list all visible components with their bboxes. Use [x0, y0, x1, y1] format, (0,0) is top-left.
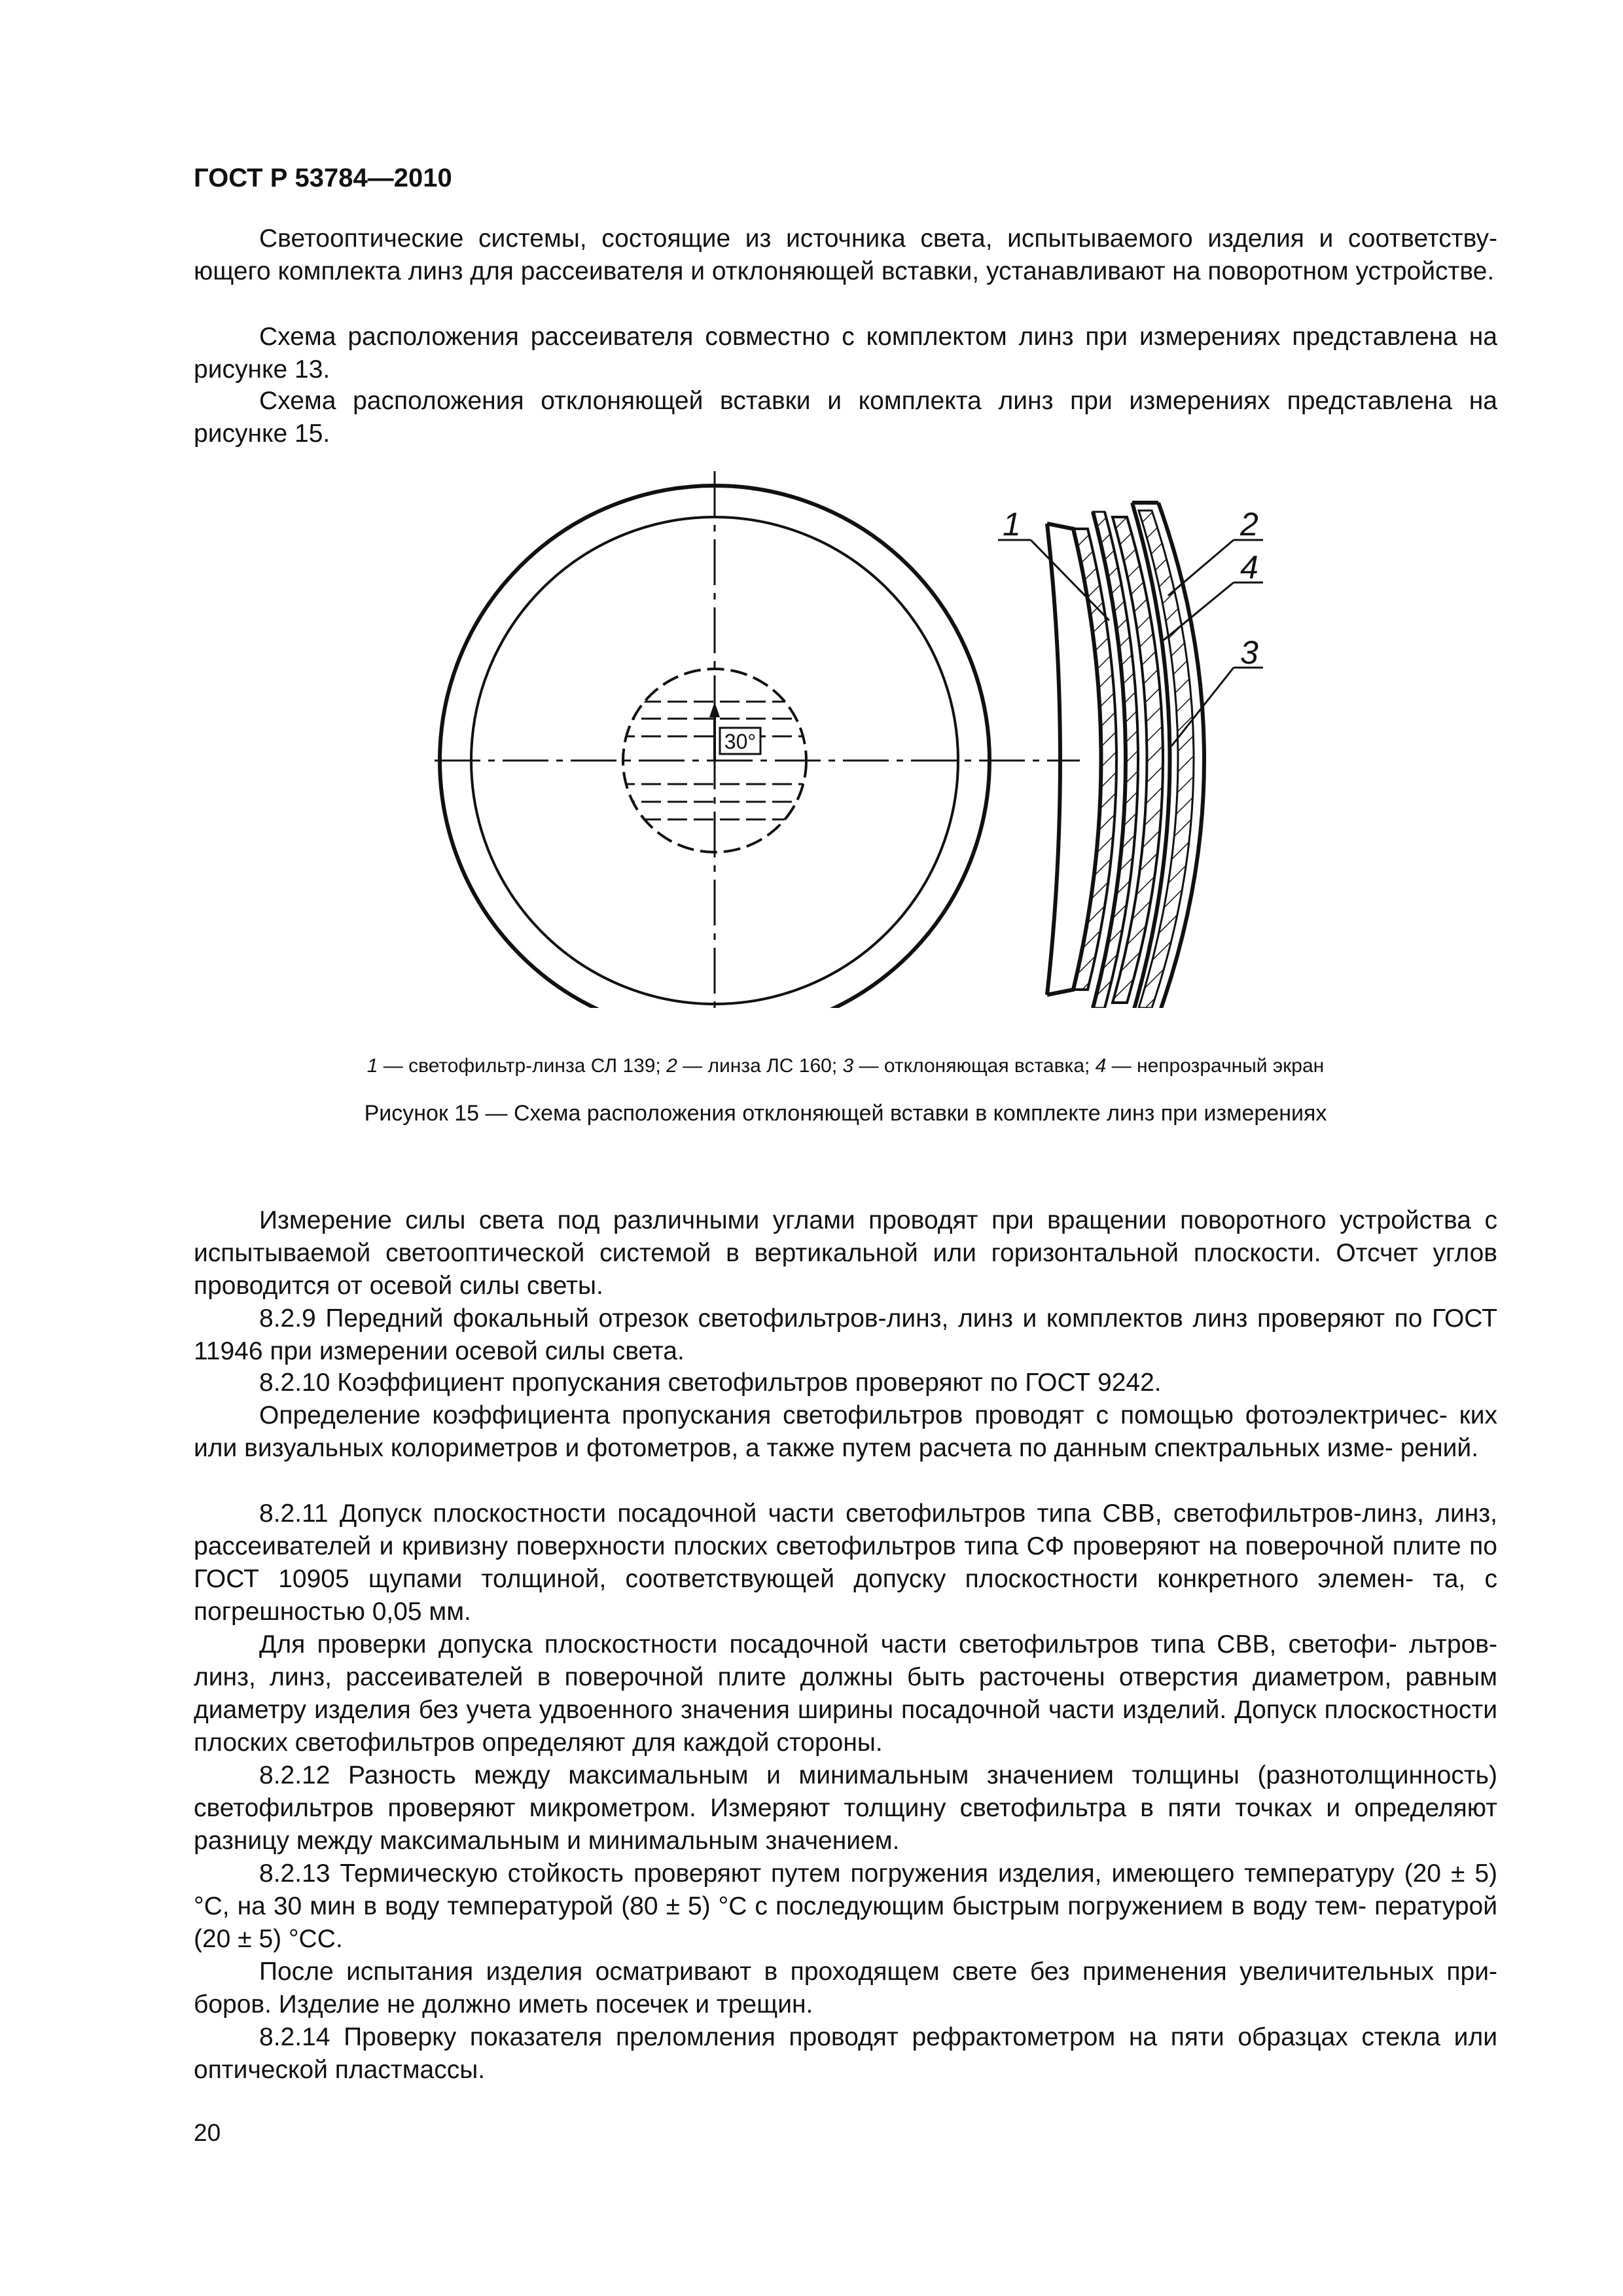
lens-front-view — [435, 471, 1080, 1008]
body-paragraph-4: Определение коэффициента пропускания светофильтров проводят с помощью фотоэлектричес- ких или визуальных колориметров и фотометров, а также путем расчета по данным спектральных изме- рений. — [194, 1401, 1497, 1462]
legend-num-1: 1 — [366, 1055, 378, 1077]
figure-lens-diagram — [419, 471, 1289, 1008]
legend-num-3: 3 — [842, 1055, 854, 1077]
body-paragraph-5: 8.2.11 Допуск плоскостности посадочной части светофильтров типа СВВ, светофильтров-линз, линз, рассеивателей и кривизну поверхности плоских светофильтров типа СФ проверяют на поверочной плите по ГОСТ 10905 щупами толщиной, соответствующей допуску плоскостности конкретного элемен- та, с погрешностью 0,05 мм. — [194, 1499, 1497, 1626]
figure-caption: Рисунок 15 — Схема расположения отклоняющей вставки в комплекте линз при измерениях — [364, 1101, 1327, 1126]
body-paragraph-10: 8.2.14 Проверку показателя преломления проводят рефрактометром на пяти образцах стекла или оптической пластмассы. — [194, 2023, 1497, 2084]
lens-side-view — [1047, 503, 1204, 1008]
body-paragraph-9: После испытания изделия осматривают в проходящем свете без применения увеличительных при- боров. Изделие не должно иметь посечек и трещин. — [194, 1958, 1497, 2018]
document-header: ГОСТ Р 53784—2010 — [194, 164, 452, 192]
body-paragraph-1: Измерение силы света под различными углами проводят при вращении поворотного устройства с испытываемой светооптической системой в вертикальной или горизонтальной плоскости. Отсчет углов проводится от осевой силы светы. — [194, 1206, 1497, 1300]
body-paragraph-2: 8.2.9 Передний фокальный отрезок светофильтров-линз, линз и комплектов линз проверяют по ГОСТ 11946 при измерении осевой силы света. — [194, 1304, 1497, 1365]
figure-legend — [194, 1055, 1497, 1077]
intro-paragraph-3: Схема расположения отклоняющей вставки и комплекта линз при измерениях представлена на рисунке 15. — [194, 387, 1497, 448]
legend-text-3: — отклоняющая вставка; — [853, 1055, 1096, 1077]
legend-num-2: 2 — [666, 1055, 677, 1077]
page-number: 20 — [194, 2119, 221, 2146]
legend-text-4: — непрозрачный экран — [1106, 1055, 1325, 1077]
callout-3: 3 — [1240, 634, 1258, 671]
callout-4: 4 — [1240, 549, 1258, 586]
body-paragraph-7: 8.2.12 Разность между максимальным и минимальным значением толщины (разнотолщинность) светофильтров проверяют микрометром. Измеряют толщину светофильтра в пяти точках и определяют разницу между максимальным и минимальным значением. — [194, 1761, 1497, 1855]
legend-num-4: 4 — [1095, 1055, 1107, 1077]
callout-2: 2 — [1240, 506, 1258, 543]
intro-paragraph-1: Светооптические системы, состоящие из источника света, испытываемого изделия и соответству- ющего комплекта линз для рассеивателя и отклоняющей вставки, устанавливают на поворотном устройстве. — [194, 224, 1497, 285]
legend-text-2: — линза ЛС 160; — [677, 1055, 843, 1077]
angle-label: 30° — [724, 730, 757, 753]
body-paragraph-8: 8.2.13 Термическую стойкость проверяют путем погружения изделия, имеющего температуру (20 ± 5) °С, на 30 мин в воду температурой (80 ± 5) °С с последующим быстрым погружением в воду тем- пературой (20 ± 5) °СС. — [194, 1859, 1497, 1953]
callout-1: 1 — [1003, 506, 1021, 543]
intro-paragraph-2: Схема расположения рассеивателя совместно с комплектом линз при измерениях представлена на рисунке 13. — [194, 323, 1497, 384]
legend-text-1: — светофильтр-линза СЛ 139; — [378, 1055, 667, 1077]
body-paragraph-6: Для проверки допуска плоскостности посадочной части светофильтров типа СВВ, светофи- льтров-линз, линз, рассеивателей в поверочной плите должны быть расточены отверстия диаметром, равным диаметру изделия без учета удвоенного значения ширины посадочной части изделий. Допуск плоскостности плоских светофильтров определяют для каждой стороны. — [194, 1630, 1497, 1757]
body-paragraph-3: 8.2.10 Коэффициент пропускания светофильтров проверяют по ГОСТ 9242. — [259, 1369, 1162, 1397]
direction-arrow-icon — [709, 702, 720, 717]
